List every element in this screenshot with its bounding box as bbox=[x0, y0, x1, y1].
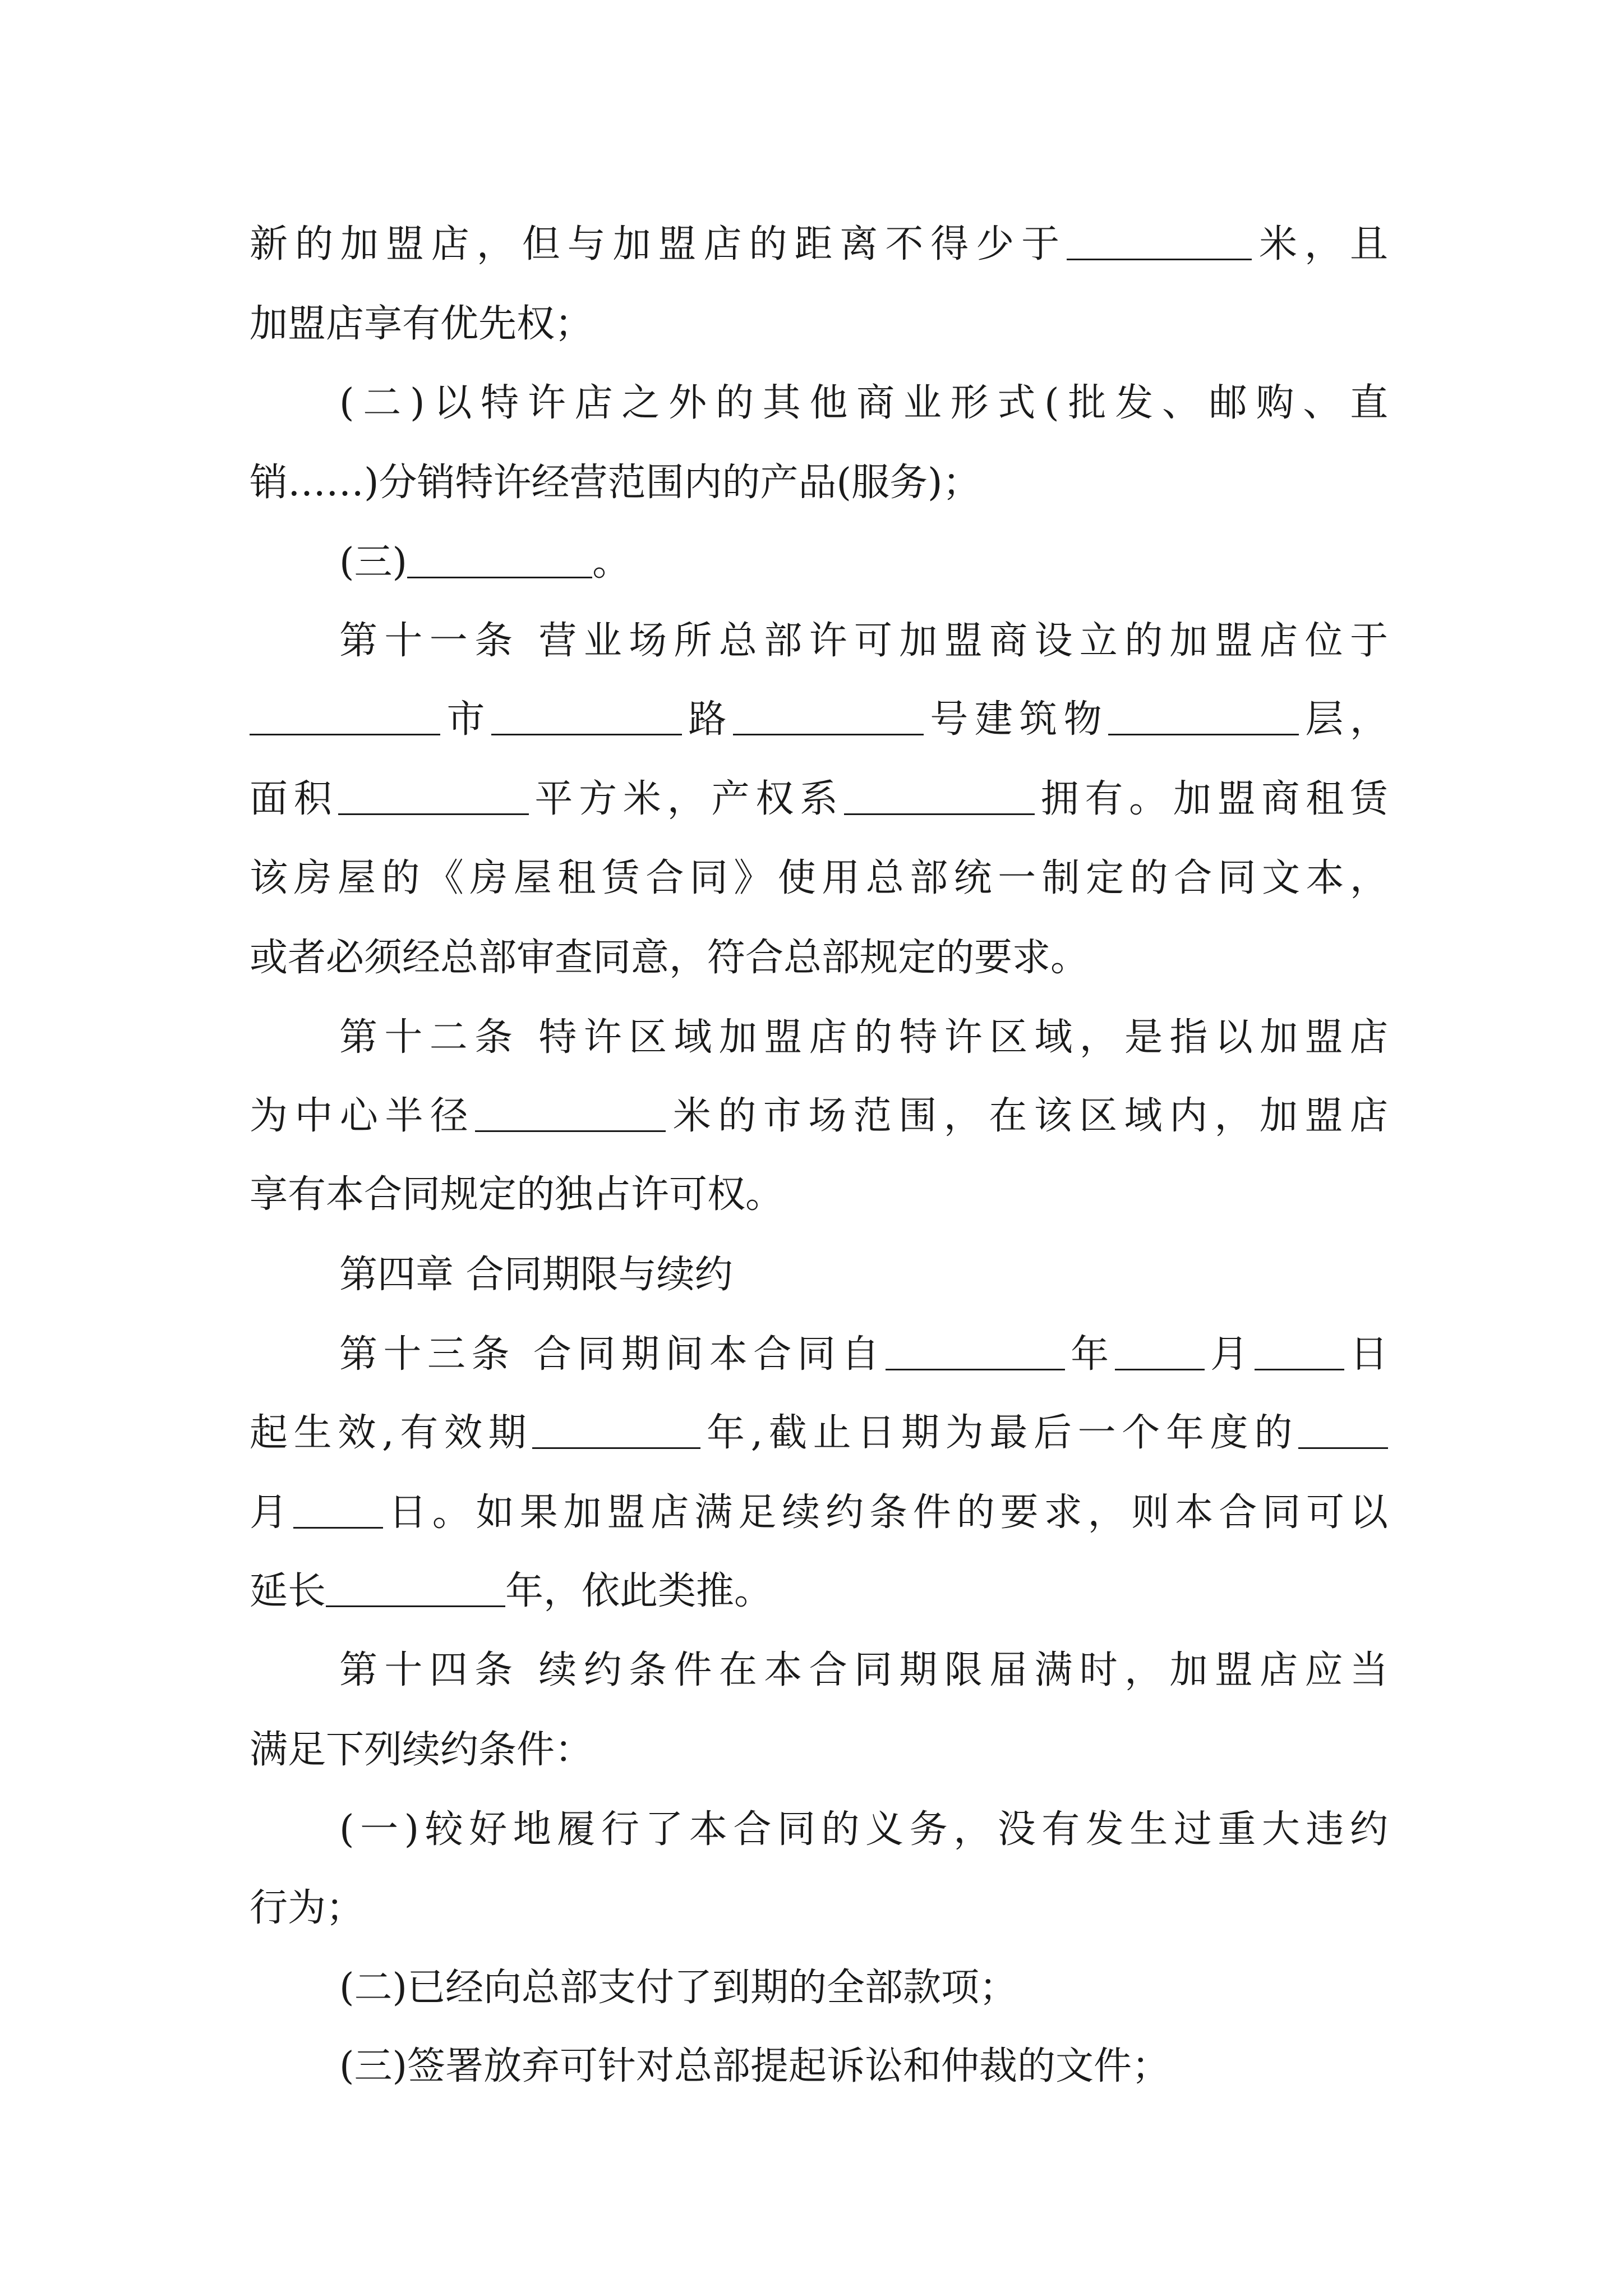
blank-field bbox=[733, 733, 924, 735]
text-line: 第十二条 特许区域加盟店的特许区域，是指以加盟店 bbox=[339, 1015, 1388, 1060]
blank-field bbox=[1108, 733, 1299, 735]
blank-field bbox=[293, 1526, 383, 1529]
text-line: (二)以特许店之外的其他商业形式(批发、邮购、直 bbox=[339, 381, 1388, 425]
blank-field bbox=[475, 1130, 666, 1132]
text-line: 或者必须经总部审查同意，符合总部规定的要求。 bbox=[250, 936, 1089, 980]
text-line: 面积 平方米，产权系 拥有。加盟商租赁 bbox=[250, 777, 1388, 821]
blank-field bbox=[1067, 258, 1252, 260]
text-line: 销……)分销特许经营范围内的产品(服务)； bbox=[250, 461, 981, 505]
text-line: 加盟店享有优先权； bbox=[250, 302, 593, 346]
text-line: (三)签署放弃可针对总部提起诉讼和仲裁的文件； bbox=[339, 2044, 1170, 2088]
text-line: 市 路 号建筑物 层， bbox=[250, 680, 1388, 759]
blank-field bbox=[844, 813, 1035, 815]
blank-field bbox=[1298, 1447, 1388, 1449]
text-line: 该房屋的《房屋租赁合同》使用总部统一制定的合同文本， bbox=[250, 856, 1388, 900]
text-line: 满足下列续约条件： bbox=[250, 1728, 593, 1772]
text-line: 第十一条 营业场所总部许可加盟商设立的加盟店位于 bbox=[339, 619, 1388, 663]
text-line: (一)较好地履行了本合同的义务，没有发生过重大违约 bbox=[339, 1807, 1388, 1852]
text-line: 起生效,有效期 年,截止日期为最后一个年度的 bbox=[250, 1394, 1388, 1473]
text-line: 新的加盟店，但与加盟店的距离不得少于 米，且 bbox=[250, 222, 1388, 266]
text-line: 第十三条 合同期间本合同自 年 月 日 bbox=[339, 1332, 1388, 1377]
text-line: 行为； bbox=[250, 1886, 365, 1930]
text-line: (二)已经向总部支付了到期的全部款项； bbox=[339, 1966, 1018, 2010]
blank-field bbox=[407, 576, 592, 578]
chapter-heading: 第四章 合同期限与续约 bbox=[339, 1253, 733, 1297]
text-line: 月 日。如果加盟店满足续约条件的要求，则本合同可以 bbox=[250, 1490, 1388, 1535]
blank-field bbox=[1115, 1368, 1205, 1370]
text-line: 延长 年，依此类推。 bbox=[250, 1569, 773, 1613]
blank-field bbox=[886, 1368, 1065, 1370]
text-line: 为中心半径 米的市场范围，在该区域内，加盟店 bbox=[250, 1094, 1388, 1138]
blank-field bbox=[1255, 1368, 1344, 1370]
blank-field bbox=[326, 1605, 505, 1607]
blank-field bbox=[250, 733, 440, 735]
blank-field bbox=[491, 733, 682, 735]
text-line: (三) 。 bbox=[339, 540, 631, 585]
text-line: 享有本合同规定的独占许可权。 bbox=[250, 1172, 784, 1217]
text-line: 第十四条 续约条件在本合同期限届满时，加盟店应当 bbox=[339, 1648, 1388, 1692]
blank-field bbox=[532, 1447, 700, 1449]
blank-field bbox=[338, 813, 529, 815]
